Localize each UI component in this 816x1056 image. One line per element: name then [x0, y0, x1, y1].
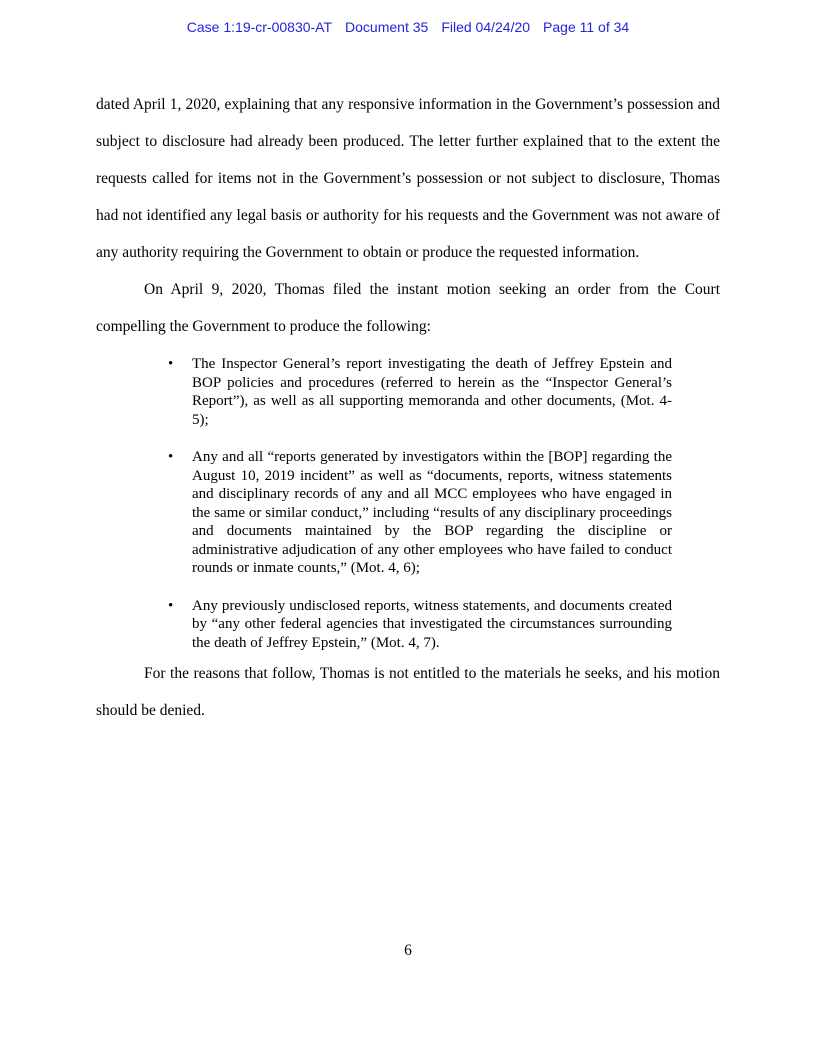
case-stamp: [0, 19, 816, 35]
document-body: [96, 86, 720, 729]
bullet-list: [168, 355, 672, 652]
page-number: 6: [404, 942, 412, 959]
bullet-item: [168, 448, 672, 578]
stamp-filed-date: Filed 04/24/20: [441, 19, 531, 35]
bullet-item-text: Any and all “reports generated by investigators within the [BOP] regarding the August 10, 2019 incident” as well as “documents, reports, witness statements and disciplinary records of any and all MCC employees who have engaged in the same or similar conduct,” including “results of any disciplinary proceedings and documents maintained by the BOP regarding the discipline or administrative adjudication of any other employees who have failed to conduct rounds or inmate counts,” (Mot. 4, 6);: [192, 449, 672, 576]
bullet-icon: •: [168, 356, 174, 372]
stamp-document-number: Document 35: [345, 19, 429, 35]
paragraph-conclusion: For the reasons that follow, Thomas is not entitled to the materials he seeks, and his motion should be denied.: [96, 665, 720, 719]
bullet-item-text: Any previously undisclosed reports, witness statements, and documents created by “any other federal agencies that investigated the circumstances surrounding the death of Jeffrey Epstein,” (Mot. 4, 7).: [192, 597, 672, 651]
bullet-icon: •: [168, 449, 174, 465]
paragraph-continuation: dated April 1, 2020, explaining that any responsive information in the Government’s possession and subject to disclosure had already been produced. The letter further explained that to the extent the requests called for items not in the Government’s possession or not subject to disclosure, Thomas had not identified any legal basis or authority for his requests and the Government was not aware of any authority requiring the Government to obtain or produce the requested information.: [96, 96, 720, 261]
paragraph-motion-filed: On April 9, 2020, Thomas filed the instant motion seeking an order from the Court compelling the Government to produce the following:: [96, 281, 720, 335]
stamp-case-number: Case 1:19-cr-00830-AT: [186, 19, 333, 35]
bullet-item: [168, 597, 672, 653]
stamp-page-count: Page 11 of 34: [543, 19, 630, 35]
bullet-item-text: The Inspector General’s report investigating the death of Jeffrey Epstein and BOP policies and procedures (referred to herein as the “Inspector General’s Report”), as well as all supporting memoranda and other documents, (Mot. 4-5);: [192, 356, 672, 428]
bullet-item: [168, 355, 672, 429]
bullet-icon: •: [168, 597, 174, 614]
